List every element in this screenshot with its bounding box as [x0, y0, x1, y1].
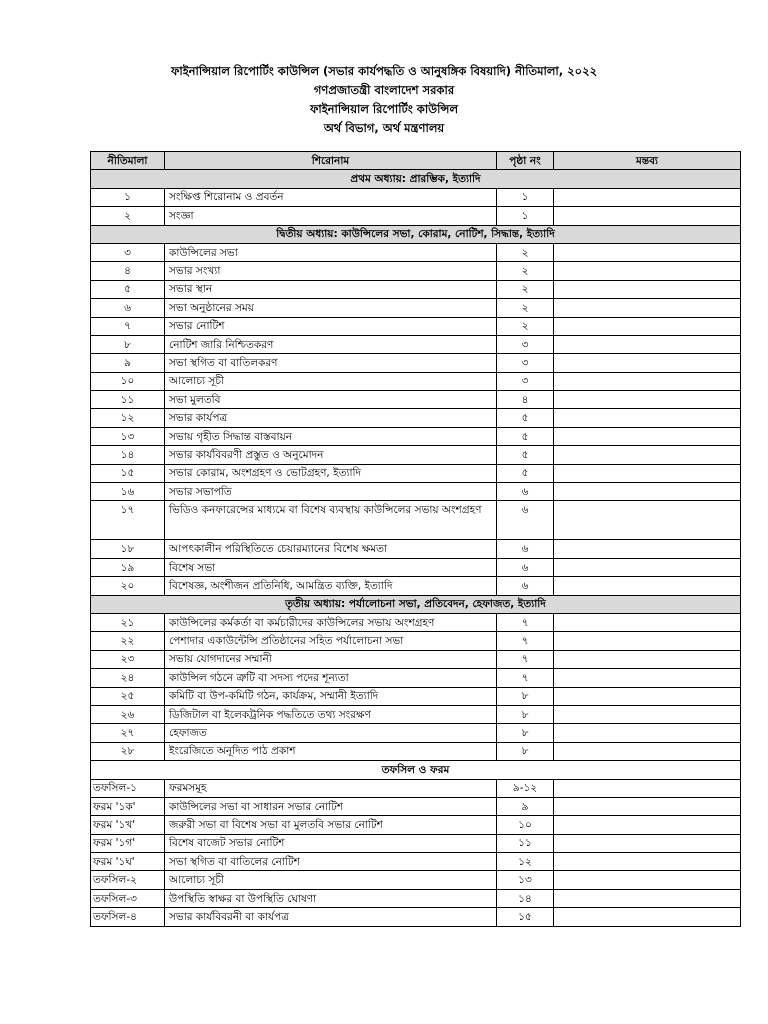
page-number-cell: ২: [497, 299, 554, 317]
table-row: [91, 834, 741, 852]
table-row: [91, 705, 741, 723]
page-number-cell: ৫: [497, 427, 554, 445]
rule-number-cell: তফসিল-২: [91, 871, 165, 889]
organization-name: ফাইনান্সিয়াল রিপোর্টিং কাউন্সিল: [309, 102, 459, 116]
rule-number-cell: ২২: [91, 632, 165, 650]
remarks-cell: [554, 650, 741, 668]
rule-number-cell: ১৪: [91, 446, 165, 464]
rule-number-cell: ২: [91, 207, 165, 225]
page-number-cell: ৬: [497, 577, 554, 595]
page-number-cell: ৬: [497, 501, 554, 540]
rule-title-cell: সভার নোটিশ: [165, 317, 497, 335]
table-row: [91, 464, 741, 482]
rule-number-cell: ৬: [91, 299, 165, 317]
rule-number-cell: ৯: [91, 354, 165, 372]
rule-title-cell: কাউন্সিল গঠনে ত্রুটি বা সদস্য পদের শূন্যতা: [165, 669, 497, 687]
page-number-cell: ১: [497, 207, 554, 225]
table-row: [91, 299, 741, 317]
table-body: [91, 170, 741, 926]
rule-title-cell: বিশেষ সভা: [165, 558, 497, 576]
rule-title-cell: বিশেষজ্ঞ, অংশীজন প্রতিনিধি, আমন্ত্রিত ব্যক্তি, ইত্যাদি: [165, 577, 497, 595]
rule-title-cell: সংজ্ঞা: [165, 207, 497, 225]
rule-number-cell: তফসিল-৪: [91, 908, 165, 926]
remarks-cell: [554, 779, 741, 797]
section-title: প্রথম অধ্যায়: প্রারম্ভিক, ইত্যাদি: [91, 170, 741, 188]
table-row: [91, 262, 741, 280]
rule-number-cell: তফসিল-১: [91, 779, 165, 797]
table-row: [91, 687, 741, 705]
rule-title-cell: সভায় গৃহীত সিদ্ধান্ত বাস্তবায়ন: [165, 427, 497, 445]
table-row: [91, 724, 741, 742]
table-row: [91, 742, 741, 760]
table-header-row: [91, 152, 741, 170]
page-number-cell: ৯-১২: [497, 779, 554, 797]
rule-number-cell: ২৬: [91, 705, 165, 723]
rule-title-cell: নোটিশ জারি নিশ্চিতকরণ: [165, 335, 497, 353]
page-number-cell: ৫: [497, 464, 554, 482]
remarks-cell: [554, 853, 741, 871]
page-number-cell: ৫: [497, 446, 554, 464]
page-number-cell: ৮: [497, 705, 554, 723]
remarks-cell: [554, 613, 741, 631]
table-row: [91, 908, 741, 926]
remarks-cell: [554, 908, 741, 926]
page-number-cell: ৬: [497, 540, 554, 558]
page-number-cell: ১৩: [497, 871, 554, 889]
page-number-cell: ১১: [497, 834, 554, 852]
rule-number-cell: তফসিল-৩: [91, 889, 165, 907]
remarks-cell: [554, 354, 741, 372]
rule-title-cell: সভায় যোগদানের সম্মানী: [165, 650, 497, 668]
table-row: [91, 280, 741, 298]
contents-table: [90, 151, 741, 927]
remarks-cell: [554, 705, 741, 723]
document-title: ফাইনান্সিয়াল রিপোর্টিং কাউন্সিল (সভার কার্যপদ্ধতি ও আনুষঙ্গিক বিষয়াদি) নীতিমালা, ২০২২: [170, 64, 598, 78]
rule-title-cell: ডিজিটাল বা ইলেকট্রনিক পদ্ধতিতে তথ্য সংরক্ষণ: [165, 705, 497, 723]
remarks-cell: [554, 243, 741, 261]
rule-title-cell: সভার কোরাম, অংশগ্রহণ ও ভোটগ্রহণ, ইত্যাদি: [165, 464, 497, 482]
table-row: [91, 427, 741, 445]
rule-number-cell: ৭: [91, 317, 165, 335]
table-row: [91, 483, 741, 501]
table-row: [91, 669, 741, 687]
rule-number-cell: ২৩: [91, 650, 165, 668]
rule-number-cell: ফরম '১খ': [91, 816, 165, 834]
rule-title-cell: কাউন্সিলের সভা: [165, 243, 497, 261]
rule-title-cell: সভার সভাপতি: [165, 483, 497, 501]
table-row: [91, 613, 741, 631]
page-number-cell: ৯: [497, 797, 554, 815]
remarks-cell: [554, 409, 741, 427]
table-row: [91, 889, 741, 907]
rule-number-cell: ৪: [91, 262, 165, 280]
page-number-cell: ৭: [497, 650, 554, 668]
page-number-cell: ৭: [497, 669, 554, 687]
table-row: [91, 501, 741, 540]
rule-title-cell: কাউন্সিলের কর্মকর্তা বা কর্মচারীদের কাউন্সিলের সভায় অংশগ্রহণ: [165, 613, 497, 631]
page-number-cell: ৩: [497, 354, 554, 372]
section-row: [91, 170, 741, 188]
rule-title-cell: কাউন্সিলের সভা বা সাধারন সভার নোটিশ: [165, 797, 497, 815]
table-row: [91, 797, 741, 815]
table-row: [91, 243, 741, 261]
rule-title-cell: সভা অনুষ্ঠানের সময়: [165, 299, 497, 317]
remarks-cell: [554, 188, 741, 206]
page-number-cell: ৮: [497, 687, 554, 705]
page-number-cell: ১৪: [497, 889, 554, 907]
page-number-cell: ৮: [497, 742, 554, 760]
table-row: [91, 409, 741, 427]
page-number-cell: ৪: [497, 391, 554, 409]
table-row: [91, 871, 741, 889]
section-row: [91, 595, 741, 613]
table-row: [91, 372, 741, 390]
section-title: তৃতীয় অধ্যায়: পর্যালোচনা সভা, প্রতিবেদন, হেফাজত, ইত্যাদি: [91, 595, 741, 613]
rule-number-cell: ১: [91, 188, 165, 206]
rule-number-cell: ১৮: [91, 540, 165, 558]
remarks-cell: [554, 816, 741, 834]
remarks-cell: [554, 335, 741, 353]
section-row: [91, 761, 741, 779]
rule-title-cell: ভিডিও কনফারেন্সের মাধ্যমে বা বিশেষ ব্যবস্থায় কাউন্সিলের সভায় অংশগ্রহণ: [165, 501, 497, 540]
table-row: [91, 853, 741, 871]
page-number-cell: ৫: [497, 409, 554, 427]
rule-number-cell: ফরম '১ক': [91, 797, 165, 815]
remarks-cell: [554, 483, 741, 501]
rule-number-cell: ১৫: [91, 464, 165, 482]
remarks-cell: [554, 446, 741, 464]
rule-number-cell: ১০: [91, 372, 165, 390]
remarks-cell: [554, 540, 741, 558]
table-row: [91, 317, 741, 335]
page-number-cell: ১: [497, 188, 554, 206]
rule-title-cell: সভা স্থগিত বা বাতিলকরণ: [165, 354, 497, 372]
remarks-cell: [554, 299, 741, 317]
page-number-cell: ৭: [497, 613, 554, 631]
table-row: [91, 207, 741, 225]
page-number-cell: ১০: [497, 816, 554, 834]
remarks-cell: [554, 207, 741, 225]
table-row: [91, 391, 741, 409]
rule-title-cell: পেশাদার একাউন্টেন্সি প্রতিষ্ঠানের সহিত পর্যালোচনা সভা: [165, 632, 497, 650]
remarks-cell: [554, 742, 741, 760]
rule-number-cell: ১৯: [91, 558, 165, 576]
rule-title-cell: আলোচ্য সূচী: [165, 871, 497, 889]
rule-number-cell: ১১: [91, 391, 165, 409]
table-row: [91, 577, 741, 595]
rule-number-cell: ২৭: [91, 724, 165, 742]
rule-title-cell: সংক্ষিপ্ত শিরোনাম ও প্রবর্তন: [165, 188, 497, 206]
page-number-cell: ১২: [497, 853, 554, 871]
remarks-cell: [554, 427, 741, 445]
table-row: [91, 446, 741, 464]
rule-number-cell: ২৮: [91, 742, 165, 760]
table-row: [91, 650, 741, 668]
remarks-cell: [554, 889, 741, 907]
ministry-name: অর্থ বিভাগ, অর্থ মন্ত্রণালয়: [323, 121, 445, 135]
rule-number-cell: ১২: [91, 409, 165, 427]
page-number-cell: ২: [497, 262, 554, 280]
rule-title-cell: কমিটি বা উপ-কমিটি গঠন, কার্যক্রম, সম্মানী ইত্যাদি: [165, 687, 497, 705]
column-header-rule: নীতিমালা: [91, 152, 165, 170]
table-row: [91, 354, 741, 372]
page-number-cell: ৩: [497, 335, 554, 353]
rule-title-cell: সভার কার্যপত্র: [165, 409, 497, 427]
section-title: তফসিল ও ফরম: [91, 761, 741, 779]
rule-title-cell: সভা স্থগিত বা বাতিলের নোটিশ: [165, 853, 497, 871]
page-number-cell: ২: [497, 317, 554, 335]
remarks-cell: [554, 280, 741, 298]
remarks-cell: [554, 501, 741, 540]
section-title: দ্বিতীয় অধ্যায়: কাউন্সিলের সভা, কোরাম, নোটিশ, সিদ্ধান্ত, ইত্যাদি: [91, 225, 741, 243]
page-number-cell: ৬: [497, 483, 554, 501]
rule-title-cell: বিশেষ বাজেট সভার নোটিশ: [165, 834, 497, 852]
rule-number-cell: ১৭: [91, 501, 165, 540]
page-number-cell: ৮: [497, 724, 554, 742]
remarks-cell: [554, 558, 741, 576]
rule-title-cell: হেফাজত: [165, 724, 497, 742]
table-row: [91, 188, 741, 206]
remarks-cell: [554, 871, 741, 889]
remarks-cell: [554, 577, 741, 595]
remarks-cell: [554, 797, 741, 815]
rule-number-cell: ৩: [91, 243, 165, 261]
rule-title-cell: ফরমসমূহ: [165, 779, 497, 797]
rule-title-cell: সভার কার্যবিবরনী বা কার্যপত্র: [165, 908, 497, 926]
page-number-cell: ১৫: [497, 908, 554, 926]
rule-number-cell: ৮: [91, 335, 165, 353]
rule-title-cell: সভার সংখ্যা: [165, 262, 497, 280]
government-name: গণপ্রজাতন্ত্রী বাংলাদেশ সরকার: [313, 83, 455, 97]
remarks-cell: [554, 262, 741, 280]
table-row: [91, 816, 741, 834]
rule-number-cell: ফরম '১গ': [91, 834, 165, 852]
table-row: [91, 632, 741, 650]
rule-number-cell: ২৪: [91, 669, 165, 687]
remarks-cell: [554, 687, 741, 705]
remarks-cell: [554, 669, 741, 687]
table-row: [91, 335, 741, 353]
section-row: [91, 225, 741, 243]
rule-number-cell: ২১: [91, 613, 165, 631]
page-number-cell: ২: [497, 280, 554, 298]
rule-title-cell: সভা মুলতবি: [165, 391, 497, 409]
table-row: [91, 779, 741, 797]
rule-title-cell: আপৎকালীন পরিস্থিতিতে চেয়ারম্যানের বিশেষ ক্ষমতা: [165, 540, 497, 558]
rule-number-cell: ২৫: [91, 687, 165, 705]
rule-title-cell: সভার কার্যবিবরণী প্রস্তুত ও অনুমোদন: [165, 446, 497, 464]
rule-number-cell: ফরম '১ঘ': [91, 853, 165, 871]
rule-number-cell: ১৩: [91, 427, 165, 445]
rule-title-cell: ইংরেজিতে অনূদিত পাঠ প্রকাশ: [165, 742, 497, 760]
rule-title-cell: জরুরী সভা বা বিশেষ সভা বা মুলতবি সভার নোটিশ: [165, 816, 497, 834]
remarks-cell: [554, 724, 741, 742]
column-header-title: শিরোনাম: [165, 152, 497, 170]
page-number-cell: ৬: [497, 558, 554, 576]
rule-title-cell: উপস্থিতি স্বাক্ষর বা উপস্থিতি ঘোষণা: [165, 889, 497, 907]
remarks-cell: [554, 464, 741, 482]
rule-title-cell: সভার স্থান: [165, 280, 497, 298]
rule-number-cell: ১৬: [91, 483, 165, 501]
page-number-cell: ২: [497, 243, 554, 261]
rule-number-cell: ২০: [91, 577, 165, 595]
page-number-cell: ৩: [497, 372, 554, 390]
rule-title-cell: আলোচ্য সূচী: [165, 372, 497, 390]
column-header-remarks: মন্তব্য: [554, 152, 741, 170]
remarks-cell: [554, 834, 741, 852]
remarks-cell: [554, 391, 741, 409]
rule-number-cell: ৫: [91, 280, 165, 298]
column-header-page: পৃষ্ঠা নং: [497, 152, 554, 170]
remarks-cell: [554, 372, 741, 390]
remarks-cell: [554, 317, 741, 335]
document-header: [0, 62, 768, 138]
page-number-cell: ৭: [497, 632, 554, 650]
table-row: [91, 558, 741, 576]
remarks-cell: [554, 632, 741, 650]
table-row: [91, 540, 741, 558]
